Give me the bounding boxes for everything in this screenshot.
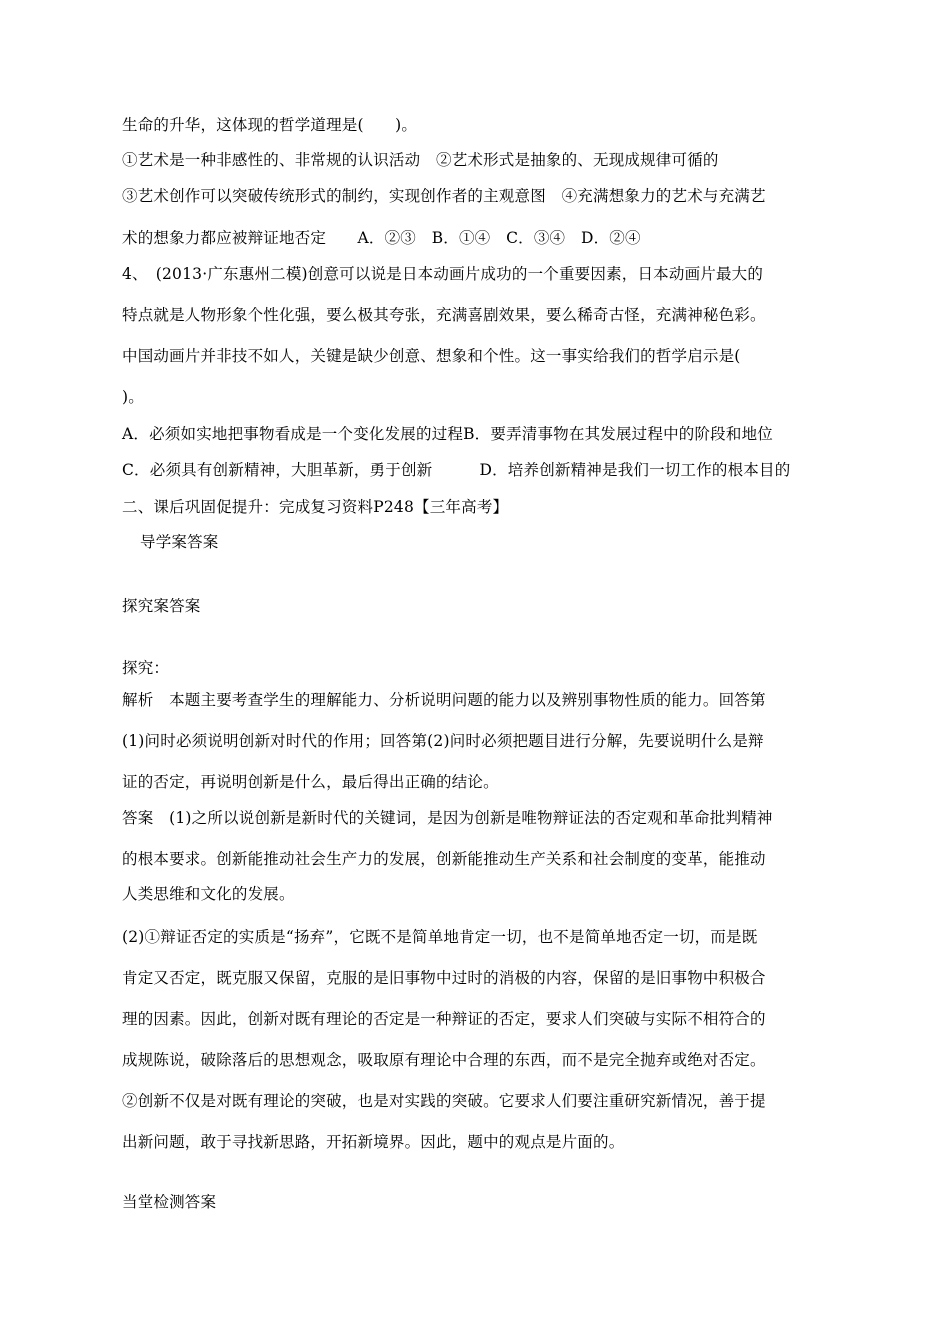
text-line: 中国动画片并非技不如人，关键是缺少创意、想象和个性。这一事实给我们的哲学启示是( — [122, 347, 741, 365]
text-line: ①艺术是一种非感性的、非常规的认识活动 ②艺术形式是抽象的、无现成规律可循的 — [122, 151, 719, 169]
text-line: 术的想象力都应被辩证地否定 A．②③ B．①④ C．③④ D．②④ — [122, 229, 641, 247]
option-c-d-line: C．必须具有创新精神，大胆革新，勇于创新 D．培养创新精神是我们一切工作的根本目的 — [122, 461, 791, 479]
text-line: 生命的升华，这体现的哲学道理是( )。 — [122, 116, 418, 134]
text-line: 特点就是人物形象个性化强，要么极其夸张，充满喜剧效果，要么稀奇古怪，充满神秘色彩。 — [122, 306, 766, 324]
analysis-line: (1)问时必须说明创新对时代的作用；回答第(2)问时必须把题目进行分解，先要说明什么是辩 — [122, 732, 764, 750]
section-heading: 二、课后巩固促提升：完成复习资料P248【三年高考】 — [122, 498, 509, 516]
answer-line: 的根本要求。创新能推动社会生产力的发展，创新能推动生产关系和社会制度的变革，能推动 — [122, 850, 766, 868]
text-line: )。 — [122, 388, 144, 406]
answer-line: 理的因素。因此，创新对既有理论的否定是一种辩证的否定，要求人们突破与实际不相符合的 — [122, 1010, 766, 1028]
text-line: ③艺术创作可以突破传统形式的制约，实现创作者的主观意图 ④充满想象力的艺术与充满艺 — [122, 187, 766, 205]
answer-line: 肯定又否定，既克服又保留，克服的是旧事物中过时的消极的内容，保留的是旧事物中积极合 — [122, 969, 766, 987]
answer-line: 出新问题，敢于寻找新思路，开拓新境界。因此，题中的观点是片面的。 — [122, 1133, 625, 1151]
answer-line: 答案 (1)之所以说创新是新时代的关键词，是因为创新是唯物辩证法的否定观和革命批判精神 — [122, 809, 773, 827]
answer-line: (2)①辩证否定的实质是“扬弃”，它既不是简单地肯定一切，也不是简单地否定一切，而是既 — [122, 928, 758, 946]
analysis-line: 证的否定，再说明创新是什么，最后得出正确的结论。 — [122, 773, 499, 791]
answer-line: ②创新不仅是对既有理论的突破，也是对实践的突破。它要求人们要注重研究新情况，善于提 — [122, 1092, 766, 1110]
answer-line: 人类思维和文化的发展。 — [122, 885, 295, 903]
analysis-line: 解析 本题主要考查学生的理解能力、分析说明问题的能力以及辨别事物性质的能力。回答第 — [122, 691, 766, 709]
option-a-b-line: A．必须如实地把事物看成是一个变化发展的过程B．要弄清事物在其发展过程中的阶段和地位 — [122, 425, 773, 443]
section-heading: 当堂检测答案 — [122, 1193, 217, 1211]
section-heading: 探究案答案 — [122, 597, 201, 615]
answer-line: 成规陈说，破除落后的思想观念，吸取原有理论中合理的东西，而不是完全抛弃或绝对否定。 — [122, 1051, 766, 1069]
section-heading: 导学案答案 — [140, 533, 219, 551]
section-heading: 探究： — [122, 659, 170, 677]
question-4-line: 4、 (2013·广东惠州二模)创意可以说是日本动画片成功的一个重要因素，日本动画片最大的 — [122, 265, 764, 283]
